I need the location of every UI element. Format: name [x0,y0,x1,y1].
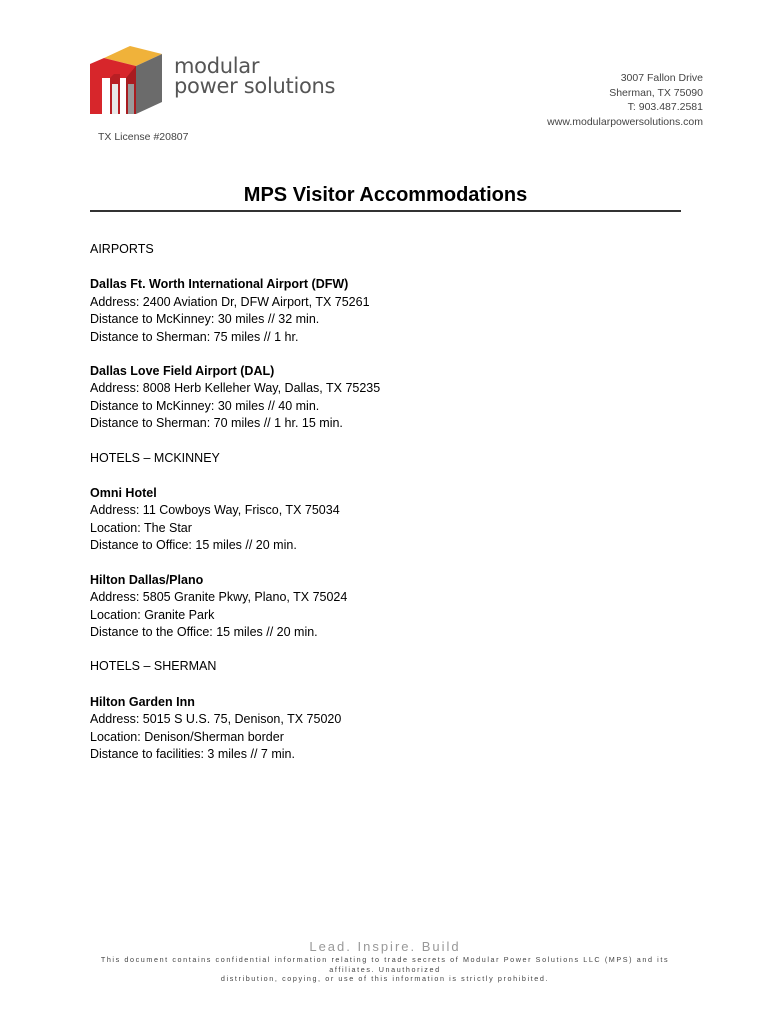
entry-line: Distance to McKinney: 30 miles // 32 min. [90,312,320,327]
list-item [90,694,670,764]
entry-line: Address: 11 Cowboys Way, Frisco, TX 75034 [90,503,340,518]
company-address-block [547,71,703,129]
address-phone: T: 903.487.2581 [627,101,703,113]
entry-name: Dallas Ft. Worth International Airport (DFW) [90,277,349,292]
address-city: Sherman, TX 75090 [609,86,703,99]
entry-name: Dallas Love Field Airport (DAL) [90,364,275,379]
confidentiality-notice [90,955,680,984]
list-item [90,572,670,642]
entry-line: Address: 8008 Herb Kelleher Way, Dallas, TX 75235 [90,381,381,396]
section-heading: HOTELS – MCKINNEY [90,450,220,465]
entry-name: Hilton Garden Inn [90,694,195,709]
company-name-line2: power solutions [174,74,336,98]
document-body [90,241,670,780]
list-item [90,363,670,433]
title-divider [90,210,681,212]
entry-line: Distance to Sherman: 75 miles // 1 hr. [90,329,299,344]
entry-line: Location: Granite Park [90,607,215,622]
confidentiality-line: distribution, copying, or use of this information is strictly prohibited. [220,974,550,983]
list-item [90,485,670,555]
page-title: MPS Visitor Accommodations [243,184,528,206]
entry-line: Location: The Star [90,520,192,535]
entry-line: Address: 2400 Aviation Dr, DFW Airport, TX 75261 [90,294,370,309]
entry-line: Distance to facilities: 3 miles // 7 min. [90,746,295,761]
entry-name: Omni Hotel [90,486,157,501]
entry-line: Address: 5805 Granite Pkwy, Plano, TX 75024 [90,590,348,605]
address-street: 3007 Fallon Drive [620,72,703,84]
footer-tagline: Lead. Inspire. Build [309,939,461,954]
entry-line: Address: 5015 S U.S. 75, Denison, TX 75020 [90,712,342,727]
entry-line: Distance to McKinney: 30 miles // 40 min. [90,398,320,413]
address-website: www.modularpowersolutions.com [547,115,703,128]
list-item [90,276,670,346]
entry-line: Distance to Office: 15 miles // 20 min. [90,538,297,553]
entry-line: Location: Denison/Sherman border [90,729,284,744]
company-name-line1: modular [174,54,260,78]
license-number: TX License #20807 [98,131,189,143]
entry-line: Distance to Sherman: 70 miles // 1 hr. 15 min. [90,416,343,431]
entry-line: Distance to the Office: 15 miles // 20 min. [90,624,318,639]
section-heading: HOTELS – SHERMAN [90,659,217,674]
confidentiality-line: This document contains confidential information relating to trade secrets of Modular Power Solutions LLC (MPS) and its affiliates. Unauthorized [100,955,670,974]
mps-logo-mark-icon [90,44,166,118]
company-logo [90,44,340,118]
section-heading: AIRPORTS [90,242,154,256]
entry-name: Hilton Dallas/Plano [90,572,204,587]
